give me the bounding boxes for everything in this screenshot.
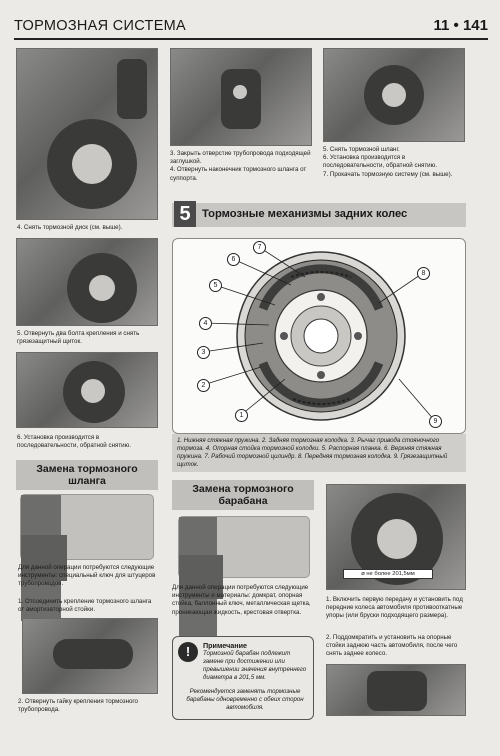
page-number: 11 • 141 <box>433 17 488 34</box>
callout-6: 6 <box>227 253 240 266</box>
diagram-legend: 1. Нижняя стяжная пружина. 2. Задняя тормозная колодка. 3. Рычаг привода стояночного тормоза. 4. Опорная стойка тормозной колодки. 5. Распорная планка. 6. Верхняя стяжная пружина. 7. Рабочий тормозной цилиндр. 8. Передняя тормозная колодка. 9. Грязезащитный щиток. <box>172 434 466 472</box>
page-header <box>14 14 488 40</box>
section-number-badge: 5 <box>174 201 196 227</box>
drum-heading-line2: барабана <box>218 495 268 508</box>
hose-heading-line2: шланга <box>68 475 106 488</box>
callout-3: 3 <box>197 346 210 359</box>
hose-heading-line1: Замена тормозного <box>36 463 138 475</box>
photo-installation <box>16 352 158 428</box>
photo-brake-hose <box>323 48 465 142</box>
warning-icon: ! <box>178 642 198 662</box>
note-label: Примечание <box>203 641 248 650</box>
note-box <box>172 636 314 720</box>
rear-brake-diagram <box>172 238 466 434</box>
note-recommendation: Рекомендуется заменять тормозные барабаны одновременно с обеих сторон автомобиля. <box>186 688 304 711</box>
drum-replacement-heading <box>172 480 314 510</box>
caption-step-6: 6. Установка производится в последовательности, обратной снятию. <box>17 434 131 450</box>
photo-hose-fitting <box>170 48 312 146</box>
callout-4: 4 <box>199 317 212 330</box>
hose-replacement-heading <box>16 460 158 490</box>
photo-brake-disc-removed <box>16 48 158 220</box>
photo-hose-bracket <box>22 618 158 694</box>
section-5-title: Тормозные механизмы задних колес <box>202 208 408 220</box>
caption-steps-5-7: 5. Снять тормозной шланг. 6. Установка производится в последовательности, обратной снятию. 7. Прокачать тормозную систему (см. выше). <box>323 146 453 178</box>
tools-illustration-drum <box>178 516 310 578</box>
section-title: ТОРМОЗНАЯ СИСТЕМА <box>14 18 187 34</box>
callout-8: 8 <box>417 267 430 280</box>
callout-9: 9 <box>429 415 442 428</box>
callout-2: 2 <box>197 379 210 392</box>
caption-steps-3-4: 3. Закрыть отверстие трубопровода подходящей заглушкой. 4. Отвернуть наконечник тормозного шланга от суппорта. <box>170 150 311 182</box>
callout-5: 5 <box>209 279 222 292</box>
caption-step-5: 5. Отвернуть два болта крепления и снять грязезащитный щиток. <box>17 330 140 346</box>
section-5-heading <box>172 203 466 227</box>
note-body: Тормозной барабан подлежит замене при достижении или превышении значения внутреннего диаметра в 201,5 мм. <box>203 650 307 681</box>
callout-7: 7 <box>253 241 266 254</box>
drum-step-1: 1. Включить первую передачу и установить под передние колеса автомобиля противооткатные упоры (или бруски подходящего размера). <box>326 596 463 620</box>
drum-step-2: 2. Поддомкратить и установить на опорные стойки заднюю часть автомобиля, после чего снять заднее колесо. <box>326 634 458 658</box>
drum-tools-text: Для данной операции потребуются следующие инструменты и материалы: домкрат, опорная стойка, баллонный ключ, металлическая щетка, проникающая жидкость, крестовая отвертка. <box>172 584 311 616</box>
hose-step-1: 1. Отсоединить крепление тормозного шланга от амортизаторной стойки. <box>18 598 152 614</box>
diameter-label: ⌀ не более 201,5мм <box>343 569 433 579</box>
hose-tools-text: Для данной операции потребуются следующие инструменты: специальный ключ для штуцеров трубопроводов. <box>18 564 156 588</box>
hose-step-2: 2. Отвернуть гайку крепления тормозного трубопровода. <box>18 698 138 714</box>
photo-rear-wheel <box>326 664 466 716</box>
photo-dust-shield-bolts <box>16 238 158 326</box>
drum-heading-line1: Замена тормозного <box>192 483 294 495</box>
caption-step-4: 4. Снять тормозной диск (см. выше). <box>17 224 123 231</box>
callout-1: 1 <box>235 409 248 422</box>
tools-illustration-hose <box>20 494 154 560</box>
